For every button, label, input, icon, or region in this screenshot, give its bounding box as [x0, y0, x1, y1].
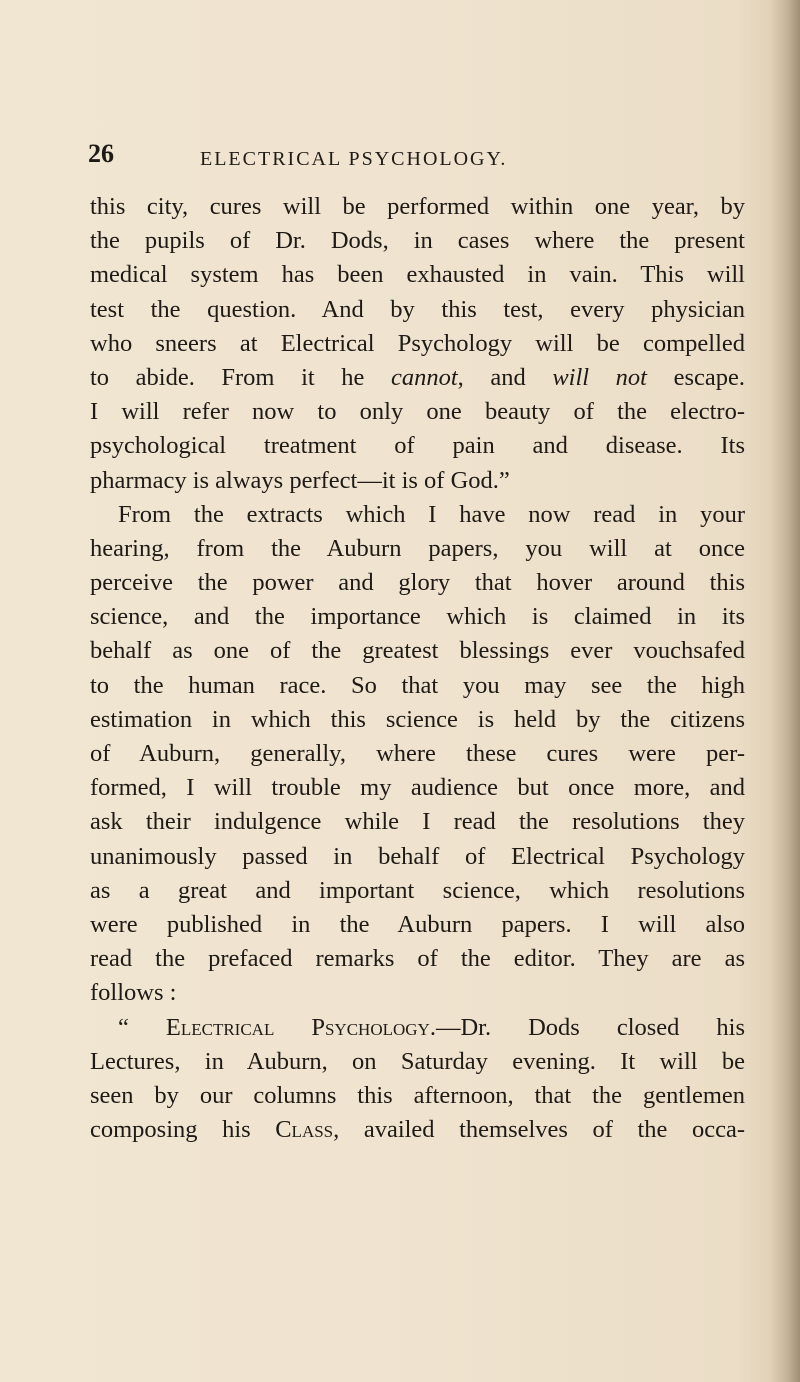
emphasis-cannot: cannot — [390, 363, 458, 391]
text-run: escape. — [647, 363, 745, 391]
text-line: the pupils of Dr. Dods, in cases where the present — [90, 227, 745, 255]
text-line — [90, 361, 745, 395]
text-line: who sneers at Electrical Psychology will be compelled — [90, 329, 745, 357]
text-line: test the question. And by this test, every physician — [90, 295, 745, 323]
text-line: ask their indulgence while I read the resolutions they — [90, 808, 745, 836]
text-line: this city, cures will be performed within one year, by — [90, 193, 745, 220]
emphasis-will-not: will not — [552, 363, 647, 391]
text-line: of Auburn, generally, where these cures were per- — [90, 740, 745, 767]
text-line: I will refer now to only one beauty of the electro- — [90, 398, 745, 426]
running-head: ELECTRICAL PSYCHOLOGY. — [200, 148, 508, 170]
text-line: read the prefaced remarks of the editor. They are as — [90, 945, 745, 973]
text-line: were published in the Auburn papers. I will also — [90, 910, 745, 938]
text-line: science, and the importance which is claimed in its — [90, 603, 745, 631]
page-number: 26 — [88, 139, 114, 168]
small-caps-class: Class — [275, 1116, 334, 1144]
text-line: follows : — [90, 979, 177, 1007]
body-text — [90, 190, 745, 1147]
text-line: unanimously passed in behalf of Electrical Psychology — [90, 842, 745, 870]
text-line: perceive the power and glory that hover around this — [90, 569, 745, 597]
text-run: “ — [118, 1013, 166, 1041]
text-line: formed, I will trouble my audience but once more, and — [90, 774, 745, 802]
text-run: , and — [457, 363, 553, 391]
text-line: hearing, from the Auburn papers, you will at once — [90, 534, 745, 562]
text-run: composing his — [90, 1116, 276, 1144]
text-line: medical system has been exhausted in vain. This will — [90, 261, 745, 289]
text-line: behalf as one of the greatest blessings ever vouchsafed — [90, 637, 745, 665]
text-line: seen by our columns this afternoon, that the gentlemen — [90, 1081, 745, 1109]
text-line — [90, 1113, 745, 1147]
text-line: estimation in which this science is held by the citizens — [90, 705, 745, 733]
text-line — [90, 1011, 745, 1045]
text-line: pharmacy is always perfect—it is of God.” — [90, 466, 510, 494]
text-line: psychological treatment of pain and disease. Its — [90, 432, 745, 460]
text-line: Lectures, in Auburn, on Saturday evening. It will be — [90, 1047, 745, 1075]
text-run: .—Dr. Dods closed his — [429, 1013, 746, 1041]
text-line: as a great and important science, which resolutions — [90, 876, 745, 904]
small-caps-title: Electrical Psychology — [165, 1013, 430, 1041]
text-run: to abide. From it he — [90, 363, 391, 391]
text-line: to the human race. So that you may see the high — [90, 671, 745, 699]
text-run: , availed themselves of the occa- — [333, 1116, 745, 1144]
page-edge-shadow — [770, 0, 800, 1382]
text-line: From the extracts which I have now read in your — [118, 500, 745, 528]
